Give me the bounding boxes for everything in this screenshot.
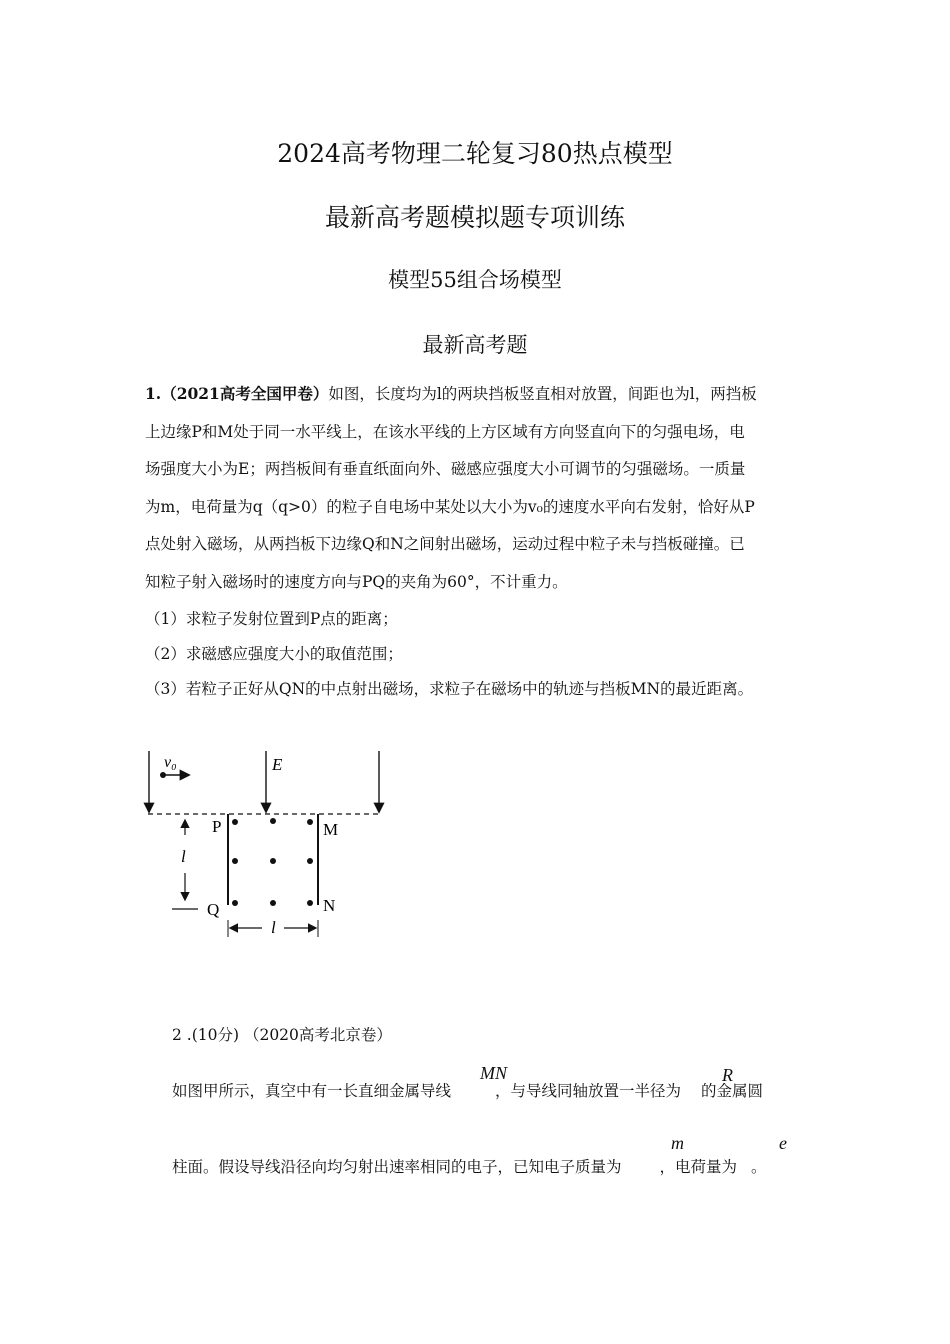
problem1-line: 点处射入磁场，从两挡板下边缘Q和N之间射出磁场，运动过程中粒子未与挡板碰撞。已 — [145, 535, 745, 553]
label-l-horizontal: l — [271, 918, 276, 937]
question-2: （2）求磁感应强度大小的取值范围； — [145, 645, 403, 663]
field-dot — [270, 858, 276, 864]
question-3: （3）若粒子正好从QN的中点射出磁场，求粒子在磁场中的轨迹与挡板MN的最近距离。 — [145, 680, 754, 698]
symbol-m: m — [671, 1133, 684, 1153]
problem2-line1: 如图甲所示，真空中有一长直细金属导线 ，与导线同轴放置一半径为 的金属圆 — [172, 1082, 764, 1100]
field-dot — [232, 819, 238, 825]
label-P: P — [212, 817, 222, 836]
field-dot — [232, 858, 238, 864]
model-title: 模型55组合场模型 — [388, 268, 562, 292]
problem1-line: 上边缘P和M处于同一水平线上，在该水平线的上方区域有方向竖直向下的匀强电场，电 — [145, 422, 745, 441]
symbol-e: e — [779, 1133, 787, 1153]
problem1-source: （2021高考全国甲卷） — [161, 384, 329, 403]
field-diagram — [140, 745, 390, 940]
symbol-MN: MN — [480, 1063, 507, 1083]
label-M: M — [323, 820, 339, 839]
field-dot — [270, 900, 276, 906]
problem1-line: 知粒子射入磁场时的速度方向与PQ的夹角为60°，不计重力。 — [145, 572, 568, 591]
problem1-text — [145, 375, 810, 601]
label-l-vertical: l — [181, 847, 186, 866]
problem1-line: 为m，电荷量为q（q>0）的粒子自电场中某处以大小为v₀的速度水平向右发射，恰好从P — [145, 497, 755, 516]
E-label: E — [272, 755, 283, 774]
problem2-header: 2 .(10分) （2020高考北京卷） — [172, 1026, 392, 1044]
problem1-number: 1. — [145, 384, 162, 403]
problem1-line: 场强度大小为E；两挡板间有垂直纸面向外、磁感应强度大小可调节的匀强磁场。一质量 — [145, 460, 746, 478]
document-title: 2024高考物理二轮复习80热点模型 — [277, 139, 673, 168]
section-title: 最新高考题 — [422, 333, 528, 357]
field-dot — [307, 819, 313, 825]
problem1-line: 1.（2021高考全国甲卷）如图，长度均为l的两块挡板竖直相对放置，间距也为l，两挡板 — [145, 384, 757, 403]
field-dot — [307, 900, 313, 906]
field-dot — [307, 858, 313, 864]
document-subtitle: 最新高考题模拟题专项训练 — [324, 203, 625, 232]
problem2-line2: 柱面。假设导线沿径向均匀射出速率相同的电子，已知电子质量为 ，电荷量为 。 — [172, 1158, 767, 1176]
field-dot — [270, 818, 276, 824]
field-dot — [232, 900, 238, 906]
question-1: （1）求粒子发射位置到P点的距离； — [145, 610, 398, 628]
label-N: N — [323, 896, 336, 915]
symbol-R: R — [722, 1065, 733, 1085]
v0-label: v₀ — [164, 754, 177, 771]
label-Q: Q — [207, 900, 220, 919]
